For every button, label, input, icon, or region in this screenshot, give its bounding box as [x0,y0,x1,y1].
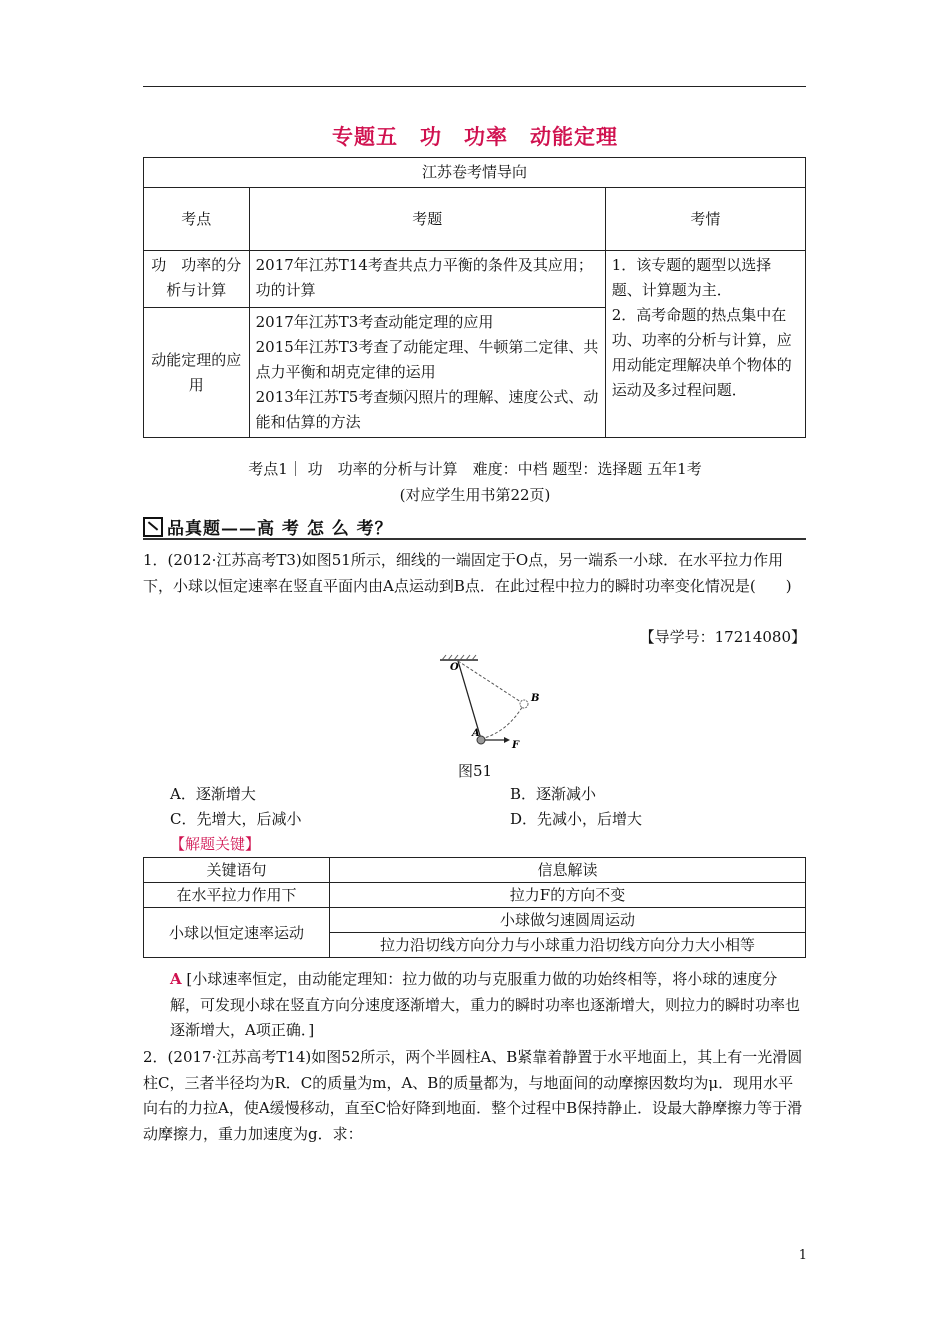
header-topic: 考点 [144,188,250,251]
option-d: D．先减小，后增大 [510,810,643,828]
reference-line: (对应学生用书第22页) [399,486,551,504]
key-label: 【解题关键】 [170,835,261,853]
key-info: 拉力F的方向不变 [330,883,806,908]
option-a: A．逐渐增大 [170,785,256,803]
page-number: 1 [798,1248,807,1263]
question-2-text: 2．(2017·江苏高考T14)如图52所示，两个半圆柱A、B紧靠着静置于水平地面上，其上有一光滑圆柱C，三者半径均为R．C的质量为m，A、B的质量都为，与地面间的动摩擦因数均为μ．现用水平向右的力拉A，使A缓慢移动，直至C恰好降到地面．整个过程中B保持静止．设最大静摩擦力等于滑动摩擦力，重力加速度为g．求： [143,1048,803,1143]
exam-line: 2013年江苏T5考查频闪照片的理解、速度公式、动能和估算的方法 [255,388,599,431]
banner-text: 品真题——高 考 怎 么 考？ [167,519,393,539]
exam-cell: 2017年江苏T14考查共点力平衡的条件及其应用；功的计算 [249,251,605,308]
ball-b [520,700,528,708]
answer-explanation: [小球速率恒定，由动能定理知：拉力做的功与克服重力做的功始终相等，将小球的速度分解，可发现小球在竖直方向分速度逐渐增大，重力的瞬时功率也逐渐增大，则拉力的瞬时功率也逐渐增大，A项正确．] [170,970,801,1039]
analysis-line: 1．该专题的题型以选择题、计算题为主． [611,256,772,299]
arc-path [481,704,524,739]
analysis-line: 2．高考命题的热点集中在功、功率的分析与计算，应用动能定理解决单个物体的运动及多过程问题． [611,306,792,399]
guide-number: 【导学号：17214080】 [639,628,806,646]
option-c: C．先增大，后减小 [170,810,302,828]
arrow-head [504,737,510,743]
top-rule [143,86,806,87]
question-1-text: 1．(2012·江苏高考T3)如图51所示，细线的一端固定于O点，另一端系一小球．在水平拉力作用下，小球以恒定速率在竖直平面内由A点运动到B点．在此过程中拉力的瞬时功率变化情况是( ) [143,551,792,595]
header-exam: 考题 [249,188,605,251]
dashed-string [458,661,524,704]
exam-guide-table [143,157,806,438]
exam-line: 2015年江苏T3考查了动能定理、牛顿第二定律、共点力平衡和胡克定律的运用 [255,338,599,381]
answer-block [170,967,806,1044]
key-info: 小球做匀速圆周运动 [330,908,806,933]
label-o: O [450,662,459,673]
label-b: B [531,693,540,704]
section-banner [143,514,806,540]
key-phrase: 在水平拉力作用下 [144,883,330,908]
exam-line: 2017年江苏T3考查动能定理的应用 [255,313,494,331]
key-info: 拉力沿切线方向分力与小球重力沿切线方向分力大小相等 [330,933,806,958]
topic-cell: 功 功率的分析与计算 [144,251,250,308]
key-header-phrase: 关键语句 [144,858,330,883]
analysis-cell [605,251,805,438]
option-b: B．逐渐减小 [510,785,597,803]
key-table [143,857,806,958]
pendulum-figure [430,652,540,757]
exam-cell [249,308,605,438]
figure-caption: 图51 [457,762,493,780]
label-f: F [512,740,520,751]
header-analysis: 考情 [605,188,805,251]
key-header-info: 信息解读 [330,858,806,883]
topic-cell: 动能定理的应用 [144,308,250,438]
answer-letter: A [170,970,182,988]
checkbox-icon [143,517,163,537]
label-a: A [472,728,480,739]
page-title: 专题五 功 功率 动能定理 [332,124,618,149]
key-phrase: 小球以恒定速率运动 [144,908,330,958]
exam-point-line: 考点1｜ 功 功率的分析与计算 难度：中档 题型：选择题 五年1考 [248,460,702,478]
table-caption: 江苏卷考情导向 [144,158,806,188]
